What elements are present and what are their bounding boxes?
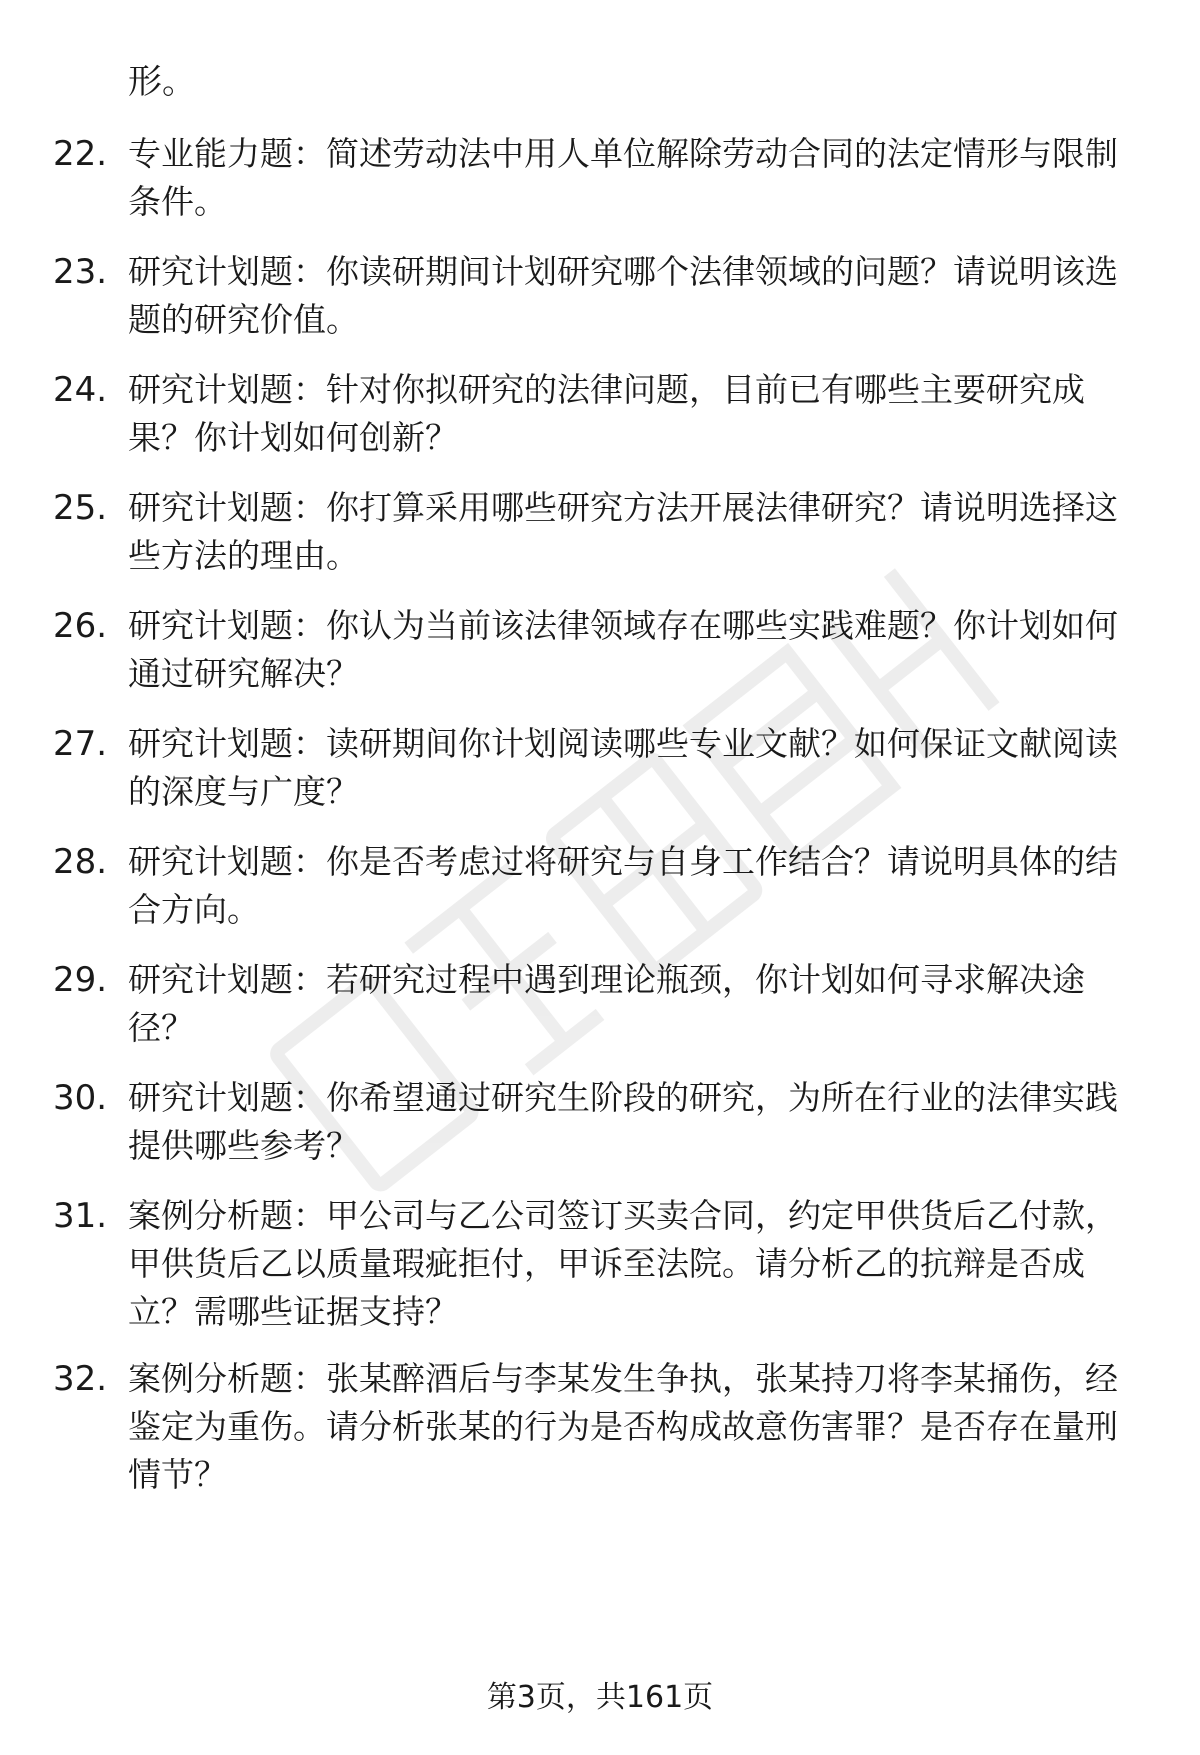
item-text: 案例分析题：甲公司与乙公司签订买卖合同，约定甲供货后乙付款，甲供货后乙以质量瑕疵拒付，甲诉至法院。请分析乙的抗辩是否成立？需哪些证据支持？: [128, 1196, 1118, 1331]
item-number: 32.: [53, 1359, 108, 1399]
item-number: 22.: [53, 134, 108, 174]
item-text: 研究计划题：若研究过程中遇到理论瓶颈，你计划如何寻求解决途径？: [128, 960, 1085, 1047]
item-number: 29.: [53, 960, 108, 1000]
item-number: 28.: [53, 842, 108, 882]
item-text: 研究计划题：读研期间你计划阅读哪些专业文献？如何保证文献阅读的深度与广度？: [128, 724, 1118, 811]
item-number: 31.: [53, 1196, 108, 1236]
item-number: 25.: [53, 488, 108, 528]
item-text: 专业能力题：简述劳动法中用人单位解除劳动合同的法定情形与限制条件。: [128, 134, 1118, 221]
item-text: 研究计划题：你希望通过研究生阶段的研究，为所在行业的法律实践提供哪些参考？: [128, 1078, 1118, 1165]
item-text: 案例分析题：张某醉酒后与李某发生争执，张某持刀将李某捅伤，经鉴定为重伤。请分析张某的行为是否构成故意伤害罪？是否存在量刑情节？: [128, 1359, 1118, 1494]
item-number: 27.: [53, 724, 108, 764]
item-text: 研究计划题：针对你拟研究的法律问题，目前已有哪些主要研究成果？你计划如何创新？: [128, 370, 1085, 457]
item-text: 研究计划题：你认为当前该法律领域存在哪些实践难题？你计划如何通过研究解决？: [128, 606, 1118, 693]
item-number: 26.: [53, 606, 108, 646]
page-footer: 第3页，共161页: [486, 1680, 714, 1715]
item-text: 研究计划题：你打算采用哪些研究方法开展法律研究？请说明选择这些方法的理由。: [128, 488, 1118, 575]
item-text: 研究计划题：你是否考虑过将研究与自身工作结合？请说明具体的结合方向。: [128, 842, 1118, 929]
continuation-text: 形。: [128, 62, 196, 102]
item-text: 研究计划题：你读研期间计划研究哪个法律领域的问题？请说明该选题的研究价值。: [128, 252, 1118, 339]
item-number: 23.: [53, 252, 108, 292]
item-number: 30.: [53, 1078, 108, 1118]
item-number: 24.: [53, 370, 108, 410]
